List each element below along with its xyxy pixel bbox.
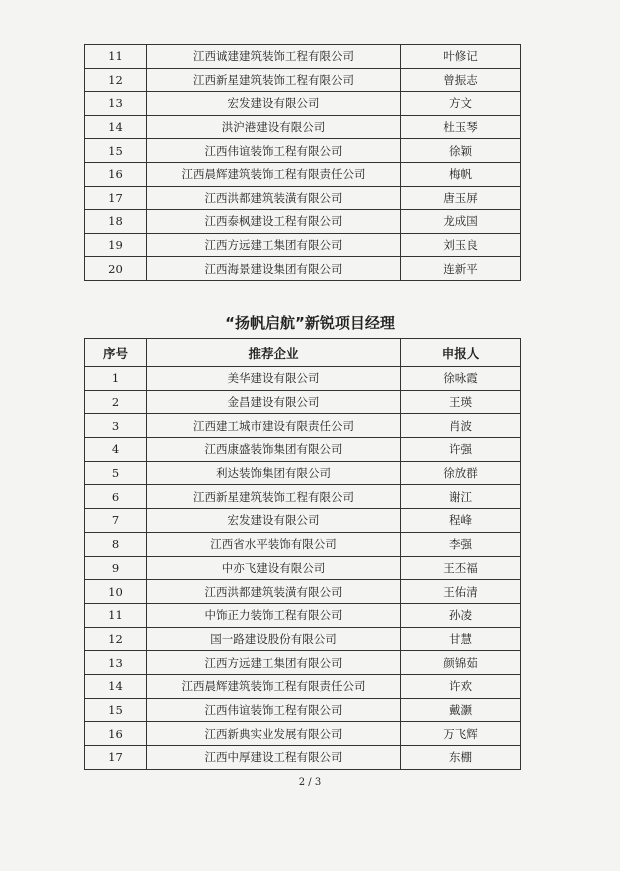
row-number: 17 <box>85 186 147 210</box>
company-name: 江西泰枫建设工程有限公司 <box>147 210 401 234</box>
table-row <box>85 556 521 580</box>
applicant-name: 王瑛 <box>401 390 521 414</box>
company-name: 中亦飞建设有限公司 <box>147 556 401 580</box>
row-number: 19 <box>85 233 147 257</box>
applicant-name: 李强 <box>401 532 521 556</box>
applicant-name: 连新平 <box>401 257 521 281</box>
applicant-name: 方文 <box>401 92 521 116</box>
row-number: 11 <box>85 45 147 69</box>
applicant-name: 龙成国 <box>401 210 521 234</box>
applicant-name: 曾振志 <box>401 68 521 92</box>
section-title: “扬帆启航”新锐项目经理 <box>225 314 395 332</box>
company-name: 江西洪都建筑装潢有限公司 <box>147 186 401 210</box>
header-company: 推荐企业 <box>147 339 401 367</box>
company-name: 江西伟谊装饰工程有限公司 <box>147 139 401 163</box>
company-name: 利达装饰集团有限公司 <box>147 461 401 485</box>
company-name: 江西伟谊装饰工程有限公司 <box>147 698 401 722</box>
row-number: 9 <box>85 556 147 580</box>
row-number: 14 <box>85 674 147 698</box>
company-name: 江西诚建建筑装饰工程有限公司 <box>147 45 401 69</box>
applicant-name: 谢江 <box>401 485 521 509</box>
table-row <box>85 485 521 509</box>
table-row <box>85 698 521 722</box>
applicant-name: 甘慧 <box>401 627 521 651</box>
company-name: 宏发建设有限公司 <box>147 92 401 116</box>
applicant-name: 刘玉良 <box>401 233 521 257</box>
row-number: 13 <box>85 651 147 675</box>
company-name: 江西省水平装饰有限公司 <box>147 532 401 556</box>
applicant-name: 戴灏 <box>401 698 521 722</box>
company-name: 江西建工城市建设有限责任公司 <box>147 414 401 438</box>
table-row <box>85 367 521 391</box>
row-number: 14 <box>85 115 147 139</box>
row-number: 12 <box>85 68 147 92</box>
table-row <box>85 722 521 746</box>
table-row <box>85 115 521 139</box>
page-number: 2 / 3 <box>298 777 322 788</box>
applicant-name: 徐放群 <box>401 461 521 485</box>
row-number: 17 <box>85 746 147 770</box>
row-number: 18 <box>85 210 147 234</box>
company-name: 江西新典实业发展有限公司 <box>147 722 401 746</box>
table-row <box>85 92 521 116</box>
applicant-name: 许欢 <box>401 674 521 698</box>
company-name: 宏发建设有限公司 <box>147 509 401 533</box>
applicant-name: 徐咏霞 <box>401 367 521 391</box>
company-name: 江西方远建工集团有限公司 <box>147 233 401 257</box>
table-row <box>85 45 521 69</box>
table-row <box>85 414 521 438</box>
applicant-name: 唐玉屏 <box>401 186 521 210</box>
applicant-name: 肖波 <box>401 414 521 438</box>
project-manager-table <box>84 338 521 770</box>
company-name: 江西洪都建筑装潢有限公司 <box>147 580 401 604</box>
company-name: 美华建设有限公司 <box>147 367 401 391</box>
company-name: 江西海景建设集团有限公司 <box>147 257 401 281</box>
table-row <box>85 627 521 651</box>
applicant-name: 程峰 <box>401 509 521 533</box>
row-number: 6 <box>85 485 147 509</box>
table-row <box>85 509 521 533</box>
continued-table-body <box>85 45 521 281</box>
row-number: 4 <box>85 438 147 462</box>
company-name: 江西晨辉建筑装饰工程有限责任公司 <box>147 674 401 698</box>
table-row <box>85 674 521 698</box>
row-number: 11 <box>85 603 147 627</box>
company-name: 江西康盛装饰集团有限公司 <box>147 438 401 462</box>
row-number: 7 <box>85 509 147 533</box>
company-name: 江西新星建筑装饰工程有限公司 <box>147 68 401 92</box>
project-manager-table-body <box>85 367 521 770</box>
table-header-row <box>85 339 521 367</box>
table-row <box>85 139 521 163</box>
applicant-name: 东棚 <box>401 746 521 770</box>
applicant-name: 叶修记 <box>401 45 521 69</box>
table-row <box>85 532 521 556</box>
row-number: 13 <box>85 92 147 116</box>
table-row <box>85 651 521 675</box>
applicant-name: 颜锦茹 <box>401 651 521 675</box>
row-number: 15 <box>85 139 147 163</box>
table-row <box>85 257 521 281</box>
applicant-name: 杜玉琴 <box>401 115 521 139</box>
applicant-name: 许强 <box>401 438 521 462</box>
row-number: 2 <box>85 390 147 414</box>
company-name: 金昌建设有限公司 <box>147 390 401 414</box>
row-number: 10 <box>85 580 147 604</box>
applicant-name: 徐颖 <box>401 139 521 163</box>
applicant-name: 孙凌 <box>401 603 521 627</box>
row-number: 20 <box>85 257 147 281</box>
table-row <box>85 461 521 485</box>
row-number: 5 <box>85 461 147 485</box>
company-name: 中饰正力装饰工程有限公司 <box>147 603 401 627</box>
header-applicant: 申报人 <box>401 339 521 367</box>
company-name: 江西方远建工集团有限公司 <box>147 651 401 675</box>
applicant-name: 梅帆 <box>401 162 521 186</box>
table-row <box>85 438 521 462</box>
company-name: 国一路建设股份有限公司 <box>147 627 401 651</box>
row-number: 15 <box>85 698 147 722</box>
table-row <box>85 233 521 257</box>
table-row <box>85 210 521 234</box>
company-name: 江西晨辉建筑装饰工程有限责任公司 <box>147 162 401 186</box>
header-number: 序号 <box>85 339 147 367</box>
applicant-name: 万飞辉 <box>401 722 521 746</box>
table-row <box>85 162 521 186</box>
row-number: 1 <box>85 367 147 391</box>
company-name: 洪沪港建设有限公司 <box>147 115 401 139</box>
applicant-name: 王丕福 <box>401 556 521 580</box>
table-row <box>85 186 521 210</box>
row-number: 3 <box>85 414 147 438</box>
table-row <box>85 603 521 627</box>
row-number: 12 <box>85 627 147 651</box>
table-row <box>85 580 521 604</box>
row-number: 8 <box>85 532 147 556</box>
continued-table <box>84 44 521 281</box>
row-number: 16 <box>85 162 147 186</box>
table-row <box>85 746 521 770</box>
company-name: 江西中厚建设工程有限公司 <box>147 746 401 770</box>
table-row <box>85 68 521 92</box>
applicant-name: 王佑清 <box>401 580 521 604</box>
table-row <box>85 390 521 414</box>
company-name: 江西新星建筑装饰工程有限公司 <box>147 485 401 509</box>
row-number: 16 <box>85 722 147 746</box>
